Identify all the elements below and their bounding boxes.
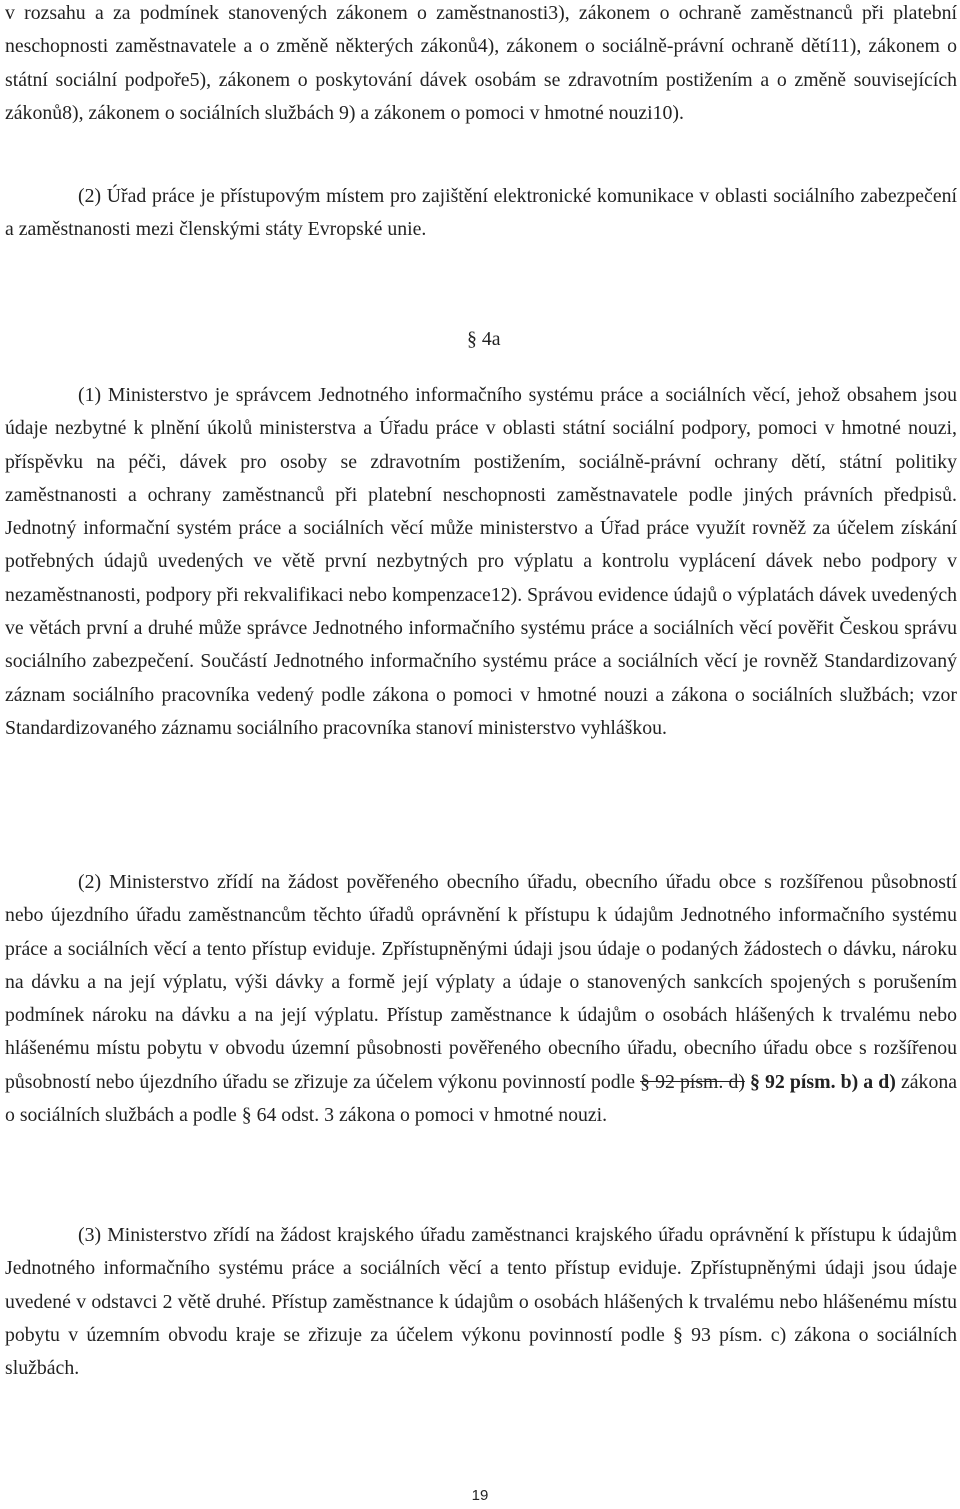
paragraph-2-text-before: (2) Ministerstvo zřídí na žádost pověřeného obecního úřadu, obecního úřadu obce s rozšířenou působností nebo újezdního úřadu zaměstnancům těchto úřadů oprávnění k přístupu k údajům Jednotného informačního systému práce a sociálních věcí a tento přístup eviduje. Zpřístupněnými údaji jsou údaje o podaných žádostech o dávku, nároku na dávku a na její výplatu, výši dávky a formě její výplaty a údaje o stanovených sankcích spojených s porušením podmínek nároku na dávku a na její výplatu. Přístup zaměstnance k údajům o osobách hlášených k trvalému nebo hlášenému místu pobytu v obvodu územní působnosti pověřeného obecního úřadu, obecního úřadu obce s rozšířenou působností nebo újezdního úřadu se zřizuje za účelem výkonu povinností podle	[5, 871, 957, 1093]
paragraph-2-text-after: zákona o sociálních službách a podle § 64 odst. 3 zákona o pomoci v hmotné nouzi.	[5, 1070, 957, 1127]
section-4a-paragraph-2	[5, 866, 957, 1132]
page-number: 19	[471, 1487, 489, 1504]
struck-reference: § 92 písm. d)	[640, 1070, 745, 1093]
continuation-paragraph: v rozsahu a za podmínek stanovených zákonem o zaměstnanosti3), zákonem o ochraně zaměstnanců při platební neschopnosti zaměstnavatele a o změně některých zákonů4), zákonem o sociálně-právní ochraně dětí11), zákonem o státní sociální podpoře5), zákonem o poskytování dávek osobám se zdravotním postižením a o změně souvisejících zákonů8), zákonem o sociálních službách 9) a zákonem o pomoci v hmotné nouzi10).	[5, 2, 957, 124]
bold-reference: § 92 písm. b) a d)	[750, 1070, 896, 1093]
section-heading: § 4a	[467, 328, 501, 350]
section-4a-paragraph-3: (3) Ministerstvo zřídí na žádost krajského úřadu zaměstnanci krajského úřadu oprávnění k přístupu k údajům Jednotného informačního systému práce a sociálních věcí a tento přístup eviduje. Zpřístupněnými údaji jsou údaje uvedené v odstavci 2 větě druhé. Přístup zaměstnance k údajům o osobách hlášených k trvalému nebo hlášenému místu pobytu v územním obvodu kraje se zřizuje za účelem výkonu povinností podle § 93 písm. c) zákona o sociálních službách.	[5, 1224, 957, 1380]
section-4a-paragraph-1: (1) Ministerstvo je správcem Jednotného informačního systému práce a sociálních věcí, jehož obsahem jsou údaje nezbytné k plnění úkolů ministerstva a Úřadu práce v oblasti státní sociální podpory, pomoci v hmotné nouzi, příspěvku na péči, dávek pro osoby se zdravotním postižením, sociálně-právní ochrany dětí, státní politiky zaměstnanosti a ochrany zaměstnanců při platební neschopnosti zaměstnavatele podle jiných právních předpisů. Jednotný informační systém práce a sociálních věcí může ministerstvo a Úřad práce využít rovněž za účelem získání potřebných údajů uvedených ve větě první nezbytných pro výplatu a kontrolu vyplácení dávek nebo podpory v nezaměstnanosti, podpory při rekvalifikaci nebo kompenzace12). Správou evidence údajů o výplatách dávek uvedených ve větách první a druhé může správce Jednotného informačního systému práce a sociálních věcí pověřit Českou správu sociálního zabezpečení. Součástí Jednotného informačního systému práce a sociálních věcí je rovněž Standardizovaný záznam sociálního pracovníka vedený podle zákona o pomoci v hmotné nouzi a zákona o sociálních službách; vzor Standardizovaného záznamu sociálního pracovníka stanoví ministerstvo vyhláškou.	[5, 384, 957, 739]
paragraph-2: (2) Úřad práce je přístupovým místem pro zajištění elektronické komunikace v oblasti sociálního zabezpečení a zaměstnanosti mezi členskými státy Evropské unie.	[5, 185, 957, 241]
